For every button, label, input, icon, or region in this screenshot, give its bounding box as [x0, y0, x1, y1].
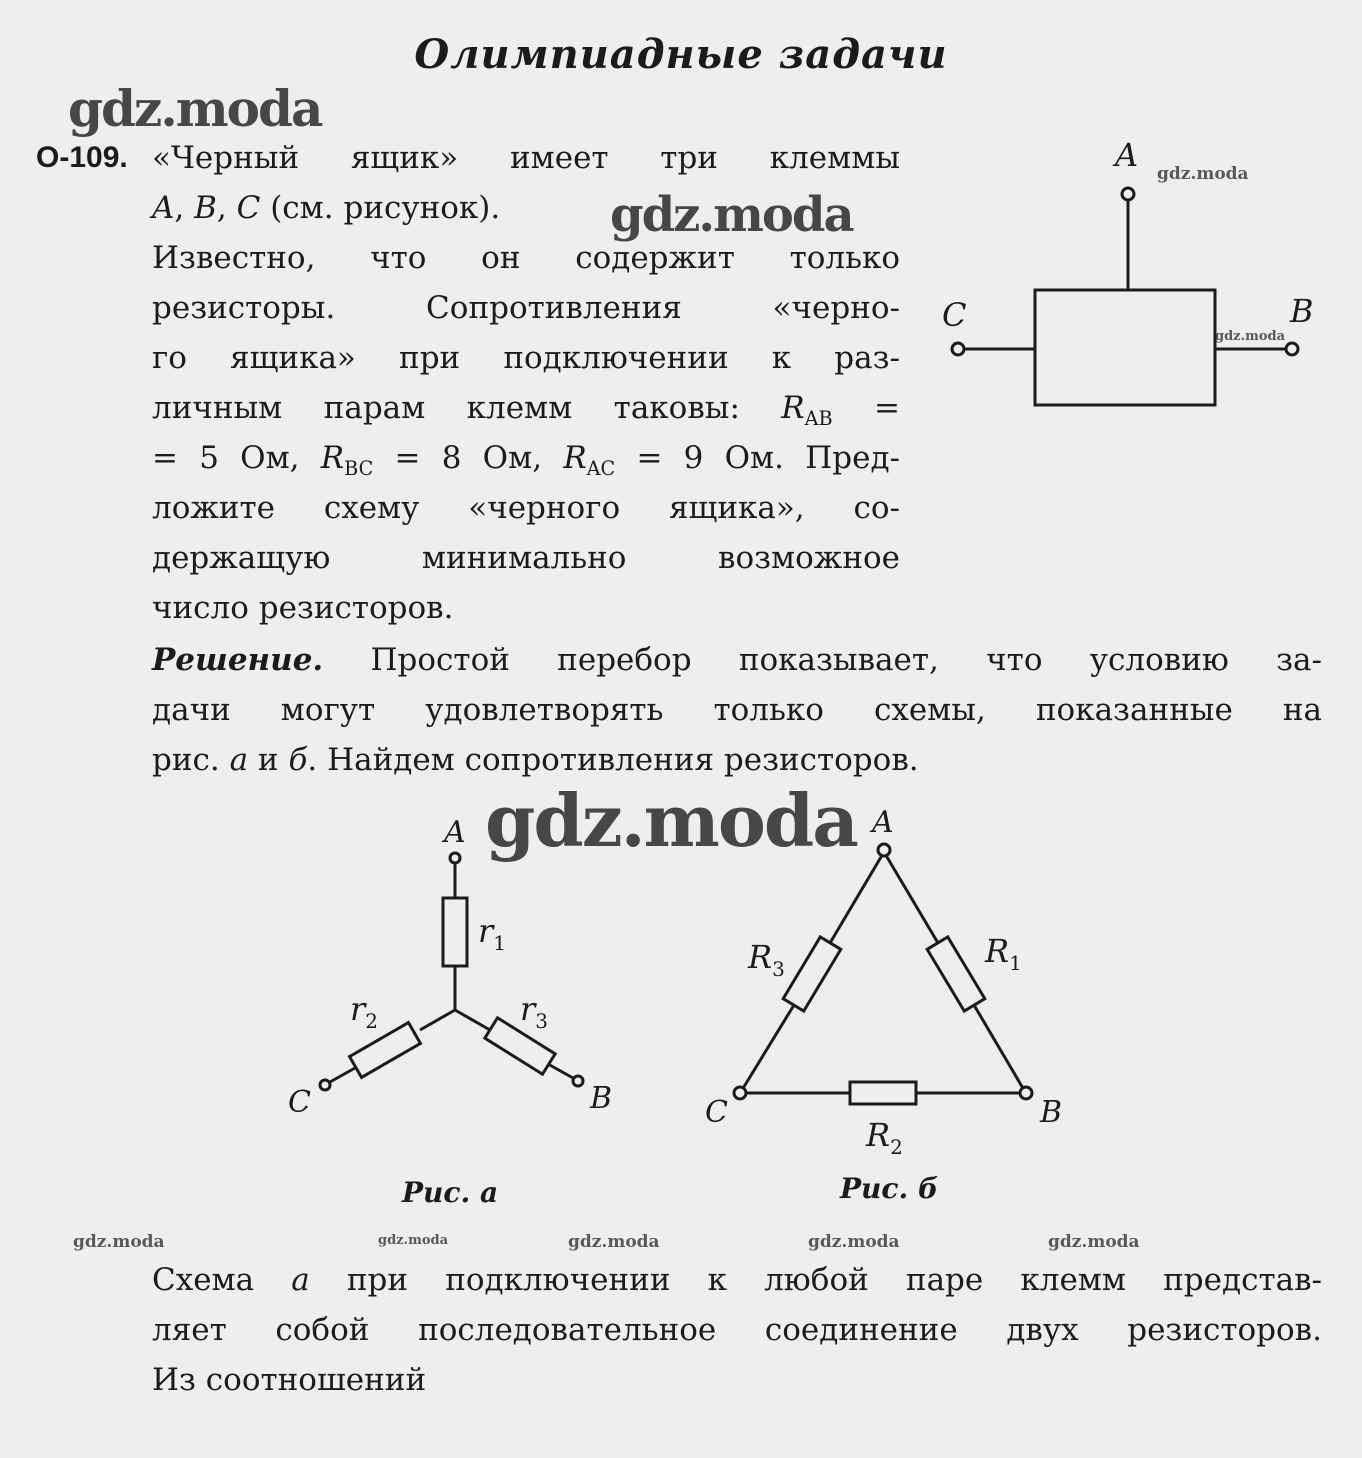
- label-r3: r: [520, 990, 536, 1028]
- watermark: gdz.moda: [610, 187, 853, 243]
- fig-b-label-b: B: [1040, 1095, 1063, 1130]
- text-segment: = 9 Ом. Пред-: [615, 440, 901, 476]
- svg-text:R1: $R_1$: [985, 932, 1022, 975]
- text-segment: ,: [216, 190, 237, 226]
- text-segment: AB: [804, 407, 833, 431]
- text-segment: Схема: [152, 1262, 292, 1298]
- terminal-b: [1286, 343, 1298, 355]
- text-segment: ложите схему «черного ящика», со-: [152, 490, 900, 526]
- terminal-a: [1122, 188, 1134, 200]
- text-segment: . Найдем сопротивления резисторов.: [307, 742, 919, 778]
- text-segment: =: [832, 390, 900, 426]
- text-segment: а: [291, 1262, 310, 1298]
- svg-text:r2: $r_2$: [350, 990, 379, 1033]
- page-title: Олимпиадные задачи: [414, 31, 948, 78]
- text-segment: рис.: [152, 742, 230, 778]
- text-segment: ,: [174, 190, 195, 226]
- label-R2: R: [866, 1116, 891, 1154]
- watermark: gdz.moda: [1157, 164, 1249, 184]
- label-a: A: [1115, 136, 1139, 174]
- watermark: gdz.moda: [1048, 1232, 1140, 1252]
- resistor-r2: [350, 1023, 421, 1078]
- resistor-R2: [850, 1082, 916, 1104]
- text-segment: Известно, что он содержит только: [152, 240, 900, 276]
- svg-text:R3: $R_3$: [748, 938, 785, 981]
- watermark: gdz.moda: [68, 79, 322, 138]
- text-segment: го ящика» при подключении к раз-: [152, 340, 900, 376]
- text-segment: «Черный ящик» имеет три клеммы: [152, 140, 900, 176]
- watermark: gdz.moda: [808, 1232, 900, 1252]
- label-R1: R: [985, 932, 1010, 970]
- text-segment: = 5 Ом,: [152, 440, 321, 476]
- label-c: C: [942, 296, 967, 334]
- text-segment: резисторы. Сопротивления «черно-: [152, 290, 900, 326]
- svg-text:r1: $r_1$: [478, 912, 507, 955]
- fig-b-label-c: C: [705, 1095, 728, 1130]
- watermark: gdz.moda: [485, 778, 857, 863]
- black-box: [1035, 290, 1215, 405]
- watermark: gdz.moda: [568, 1232, 660, 1252]
- text-segment: B: [194, 190, 217, 226]
- label-b: B: [1290, 292, 1314, 330]
- label-R3: R: [748, 938, 773, 976]
- text-segment: ляет собой последовательное соединение двух резисторов.: [152, 1312, 1322, 1348]
- label-r2: r: [350, 990, 366, 1028]
- text-segment: C: [236, 190, 261, 226]
- figure-b-caption: Рис. б: [840, 1172, 939, 1205]
- label-r1: r: [478, 912, 494, 950]
- figure-a-star: [320, 853, 583, 1090]
- svg-text:r3: $r_3$: [520, 990, 549, 1033]
- problem-number: О-109.: [36, 141, 128, 174]
- figure-a-caption: Рис. а: [402, 1176, 499, 1209]
- resistor-R1: [927, 937, 985, 1011]
- text-segment: BC: [344, 457, 374, 481]
- resistor-r1: [443, 898, 467, 966]
- text-segment: при подключении к любой паре клемм представ-: [309, 1262, 1322, 1298]
- text-segment: = 8 Ом,: [373, 440, 564, 476]
- text-segment: R: [781, 390, 805, 426]
- text-segment: Простой перебор показывает, что условию за-: [323, 642, 1322, 678]
- text-segment: A: [152, 190, 175, 226]
- fig-b-label-a: A: [872, 805, 894, 840]
- text-segment: AC: [586, 457, 616, 481]
- resistor-R3: [783, 937, 841, 1011]
- svg-text:R2: $R_2$: [866, 1116, 903, 1159]
- fig-a-label-c: C: [288, 1085, 311, 1120]
- text-segment: R: [563, 440, 587, 476]
- watermark: gdz.moda: [378, 1233, 449, 1248]
- terminal-c: [952, 343, 964, 355]
- text-segment: R: [320, 440, 345, 476]
- fig-a-label-a: A: [444, 815, 466, 850]
- text-segment: дачи могут удовлетворять только схемы, показанные на: [152, 692, 1322, 728]
- text-segment: а: [229, 742, 249, 778]
- text-segment: (см. рисунок).: [260, 190, 501, 226]
- fig-a-label-b: B: [590, 1081, 613, 1116]
- text-segment: и: [248, 742, 289, 778]
- black-box-diagram: [952, 188, 1298, 405]
- text-segment: число резисторов.: [152, 590, 454, 626]
- watermark: gdz.moda: [73, 1232, 165, 1252]
- text-segment: держащую минимально возможное: [152, 540, 900, 576]
- text-segment: Из соотношений: [152, 1362, 427, 1398]
- watermark: gdz.moda: [1215, 329, 1286, 344]
- text-segment: личным парам клемм таковы:: [152, 390, 782, 426]
- text-segment: Решение.: [152, 642, 324, 678]
- text-segment: б: [288, 742, 308, 778]
